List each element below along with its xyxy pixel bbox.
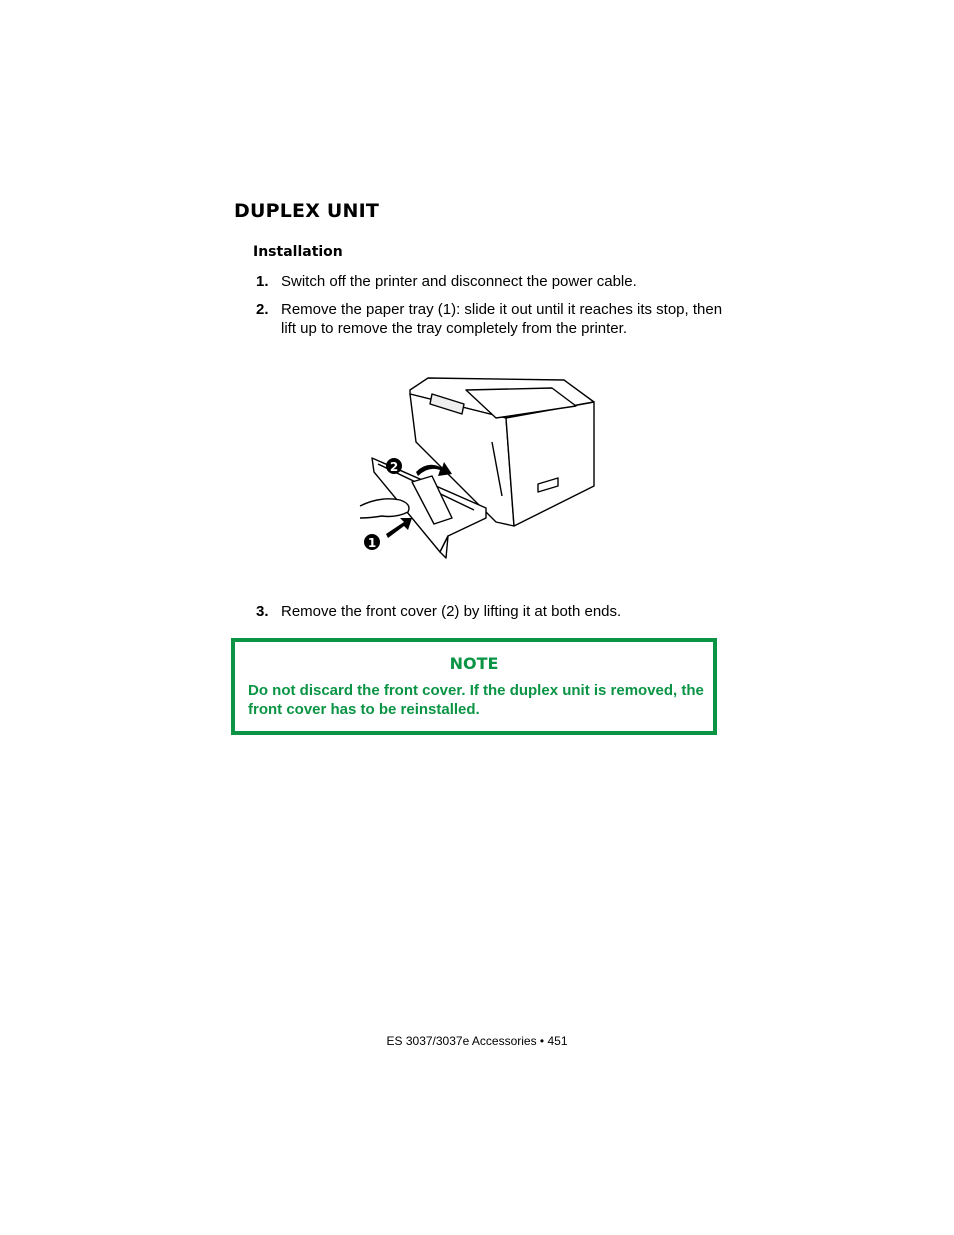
step-text: Switch off the printer and disconnect the power cable. (281, 273, 637, 290)
callout-badge-1 (364, 534, 380, 550)
callout-1-label: 1 (367, 536, 377, 550)
step-text: Remove the front cover (2) by lifting it at both ends. (281, 603, 622, 620)
page-footer: ES 3037/3037e Accessories • 451 (386, 1034, 568, 1048)
step-3 (256, 602, 726, 621)
subsection-title: Installation (253, 244, 343, 260)
note-text: Do not discard the front cover. If the duplex unit is removed, the front cover has to be reinstalled. (248, 682, 704, 718)
step-number: 2. (256, 301, 269, 318)
step-2 (256, 300, 726, 338)
note-title: NOTE (449, 654, 499, 673)
note-box (231, 638, 717, 735)
section-title: DUPLEX UNIT (234, 200, 380, 222)
step-1 (256, 272, 726, 291)
callout-badge-2 (386, 458, 402, 474)
step-number: 3. (256, 603, 269, 620)
step-number: 1. (256, 273, 269, 290)
callout-2-label: 2 (389, 460, 399, 474)
step-text: Remove the paper tray (1): slide it out until it reaches its stop, then lift up to remove the tray completely from the printer. (281, 301, 723, 337)
printer-tray-illustration (356, 372, 598, 562)
